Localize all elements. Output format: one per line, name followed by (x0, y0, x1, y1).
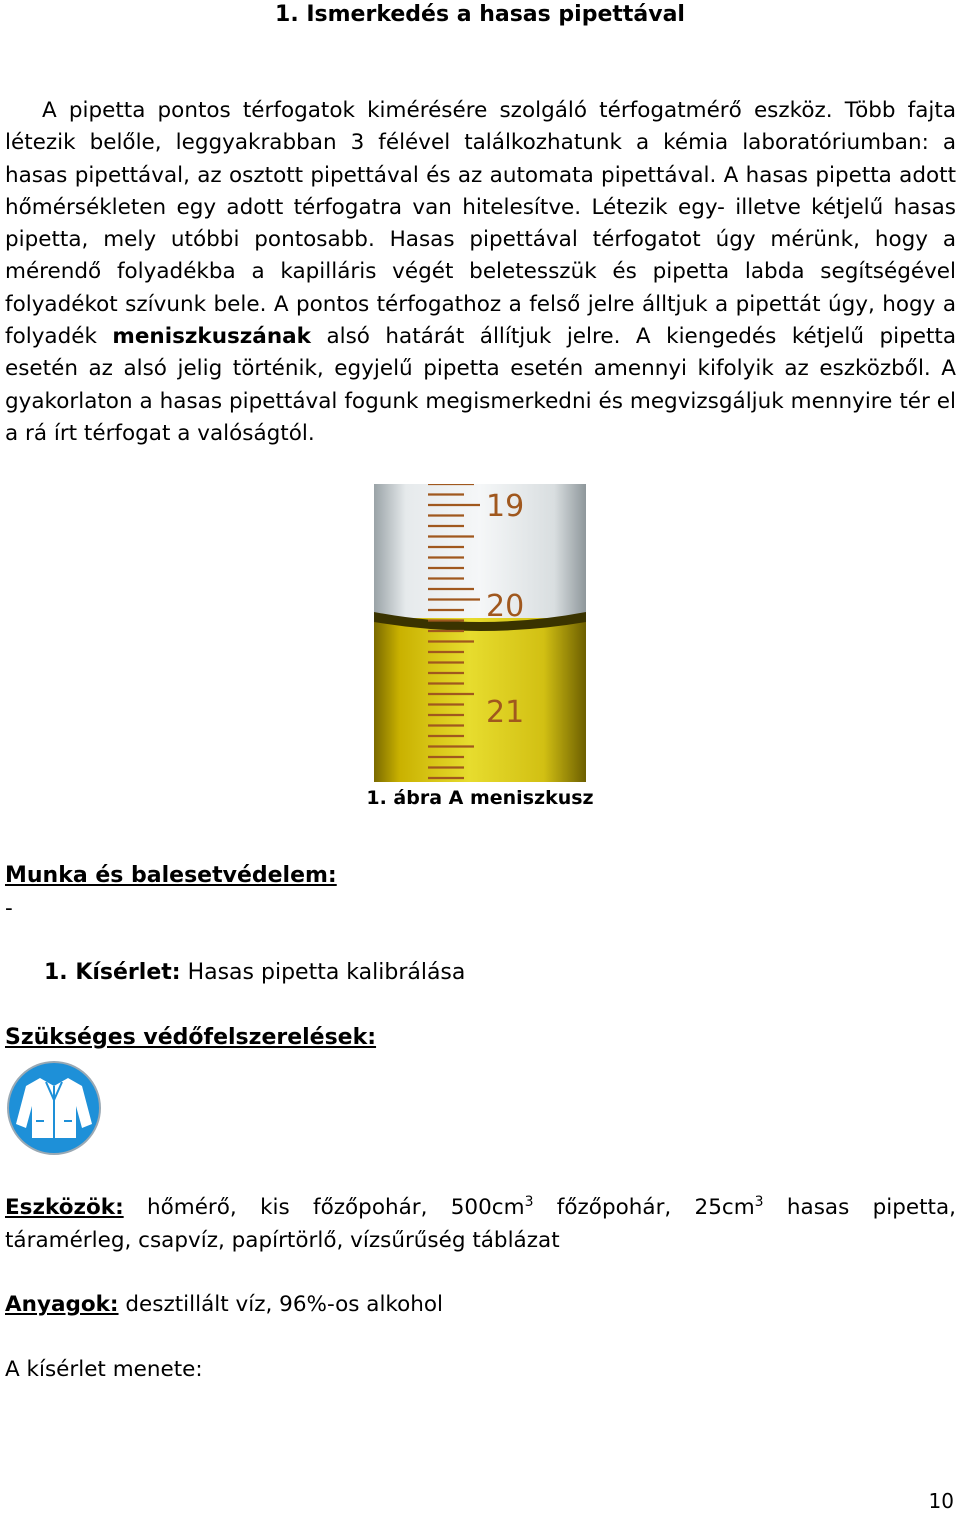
materials-line (5, 1290, 443, 1320)
tools-text-1: hőmérő, kis főzőpohár, 500cm (146, 1195, 525, 1220)
intro-text-1: A pipetta pontos térfogatok kimérésére szolgáló térfogatmérő eszköz. Több fajta létezik belőle, leggyakrabban 3 félével találkozhatunk a kémia laboratóriumban: a hasas pipettával, az osztott pipettával és az automata pipettával. A hasas pipetta adott hőmérsékleten egy adott térfogatra van hitelesítve. Létezik egy- illetve kétjelű hasas pipetta, mely utóbbi pontosabb. Hasas pipettával térfogatot úgy mérünk, hogy a mérendő folyadékba a kapilláris végét beletesszük és pipetta labda segítségével folyadékot szívunk bele. A pontos térfogathoz a felső jelre álltjuk a pipettát úgy, hogy a folyadék (5, 98, 956, 350)
experiment-title (44, 958, 465, 988)
scale-label-21: 21 (486, 695, 525, 730)
tools-text-3: hasas pipetta, táramérleg, csapvíz, papírtörlő, vízsűrűség táblázat (5, 1195, 956, 1253)
scale-label-19: 19 (486, 489, 525, 524)
tools-paragraph (5, 1192, 956, 1257)
lab-coat-icon (6, 1060, 102, 1156)
tools-sup-1: 3 (524, 1193, 534, 1210)
experiment-label: 1. Kísérlet: (44, 960, 181, 985)
procedure-heading: A kísérlet menete: (5, 1357, 203, 1382)
meniscus-photo (374, 484, 586, 782)
page-title: 1. Ismerkedés a hasas pipettával (275, 2, 685, 27)
page-number: 10 (928, 1489, 954, 1513)
intro-paragraph (5, 95, 956, 450)
safety-heading: Munka és balesetvédelem: (5, 863, 337, 888)
tools-sup-2: 3 (754, 1193, 764, 1210)
tools-text-2: főzőpohár, 25cm (556, 1195, 755, 1220)
safety-value: - (5, 896, 13, 921)
tools-label: Eszközök: (5, 1195, 124, 1220)
protective-heading: Szükséges védőfelszerelések: (5, 1025, 377, 1050)
figure-caption: 1. ábra A meniszkusz (366, 787, 594, 809)
materials-label: Anyagok: (5, 1292, 119, 1317)
intro-text-2: alsó határát állítjuk jelre. A kiengedés kétjelű pipetta esetén az alsó jelig történik, egyjelű pipetta esetén amennyi kifolyik az eszközből. A gyakorlaton a hasas pipettával fogunk megismerkedni és megvizsgáljuk mennyire tér el a rá írt térfogat a valóságtól. (5, 324, 957, 446)
intro-bold-term: meniszkuszának (112, 324, 311, 350)
materials-text: desztillált víz, 96%-os alkohol (125, 1292, 444, 1317)
scale-label-20: 20 (486, 589, 525, 624)
experiment-name: Hasas pipetta kalibrálása (187, 960, 466, 985)
